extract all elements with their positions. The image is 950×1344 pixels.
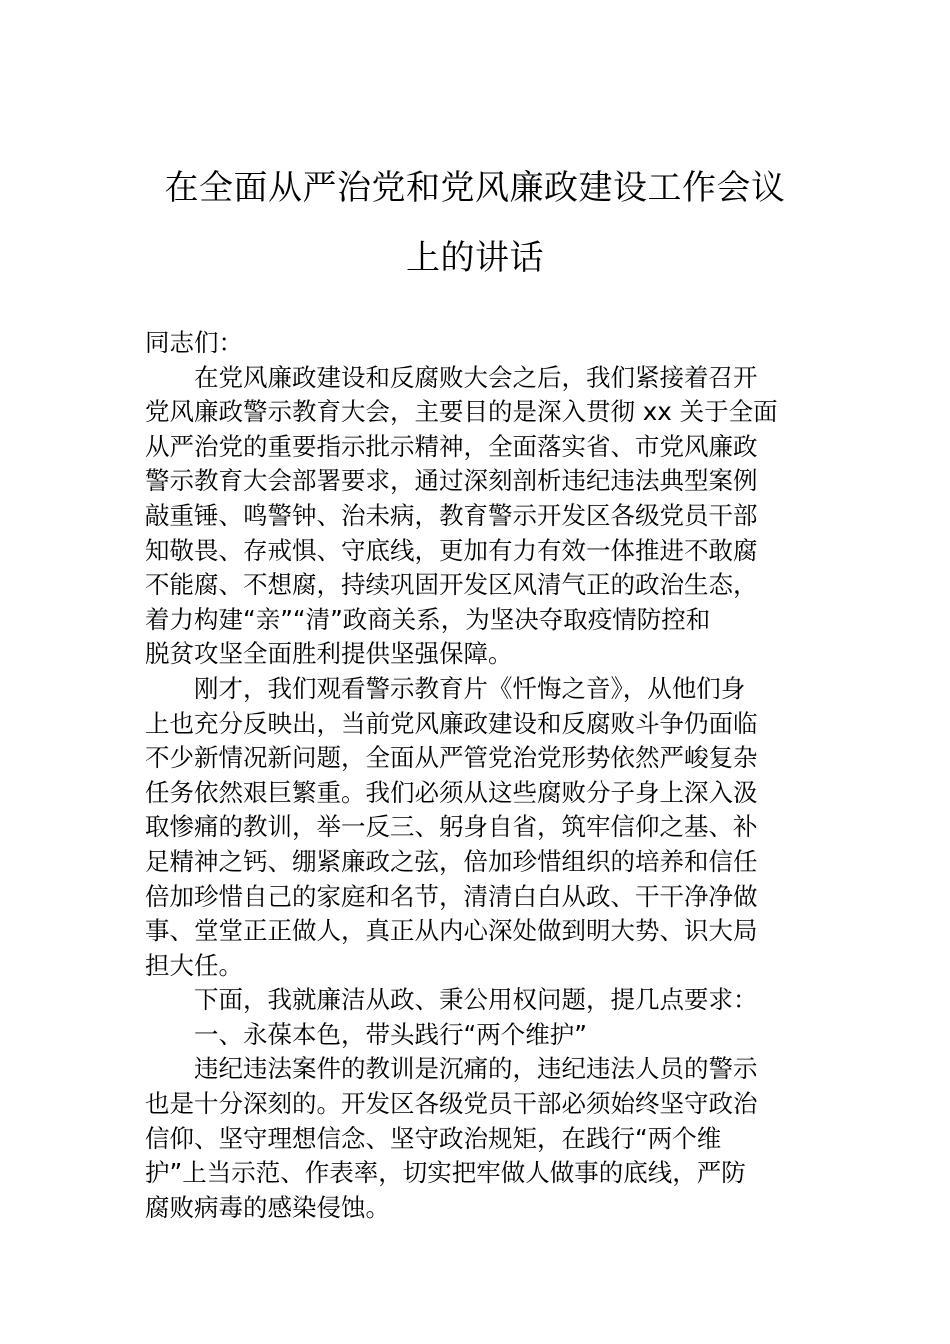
body-text-line: 从严治党的重要指示批示精神，全面落实省、市党风廉政 — [145, 431, 758, 461]
body-text-line: 着力构建“亲”“清”政商关系，为坚决夺取疫情防控和 — [145, 604, 711, 634]
body-text-line: 担大任。 — [145, 950, 243, 980]
body-text-line: 足精神之钙、绷紧廉政之弦，倍加珍惜组织的培养和信任 — [145, 846, 758, 876]
body-text-line: 违纪违法案件的教训是沉痛的，违纪违法人员的警示 — [194, 1054, 758, 1084]
body-text-line: 警示教育大会部署要求，通过深刻剖析违纪违法典型案例 — [145, 466, 758, 496]
body-text-line: 事、堂堂正正做人，真正从内心深处做到明大势、识大局 — [145, 916, 758, 946]
body-text-line: 在党风廉政建设和反腐败大会之后，我们紧接着召开 — [194, 362, 758, 392]
body-text-line: 脱贫攻坚全面胜利提供坚强保障。 — [145, 639, 513, 669]
body-text-line: 下面，我就廉洁从政、秉公用权问题，提几点要求： — [194, 985, 758, 1015]
body-text-line: 任务依然艰巨繁重。我们必须从这些腐败分子身上深入汲 — [145, 777, 758, 807]
body-text-line: 一、永葆本色，带头践行“两个维护” — [194, 1019, 587, 1049]
body-text-line: 党风廉政警示教育大会，主要目的是深入贯彻 xx 关于全面 — [145, 397, 778, 427]
body-text-line: 取惨痛的教训，举一反三、躬身自省，筑牢信仰之基、补 — [145, 812, 758, 842]
body-text-line: 刚才，我们观看警示教育片《忏悔之音》，从他们身 — [194, 673, 746, 703]
document-title-line-1: 在全面从严治党和党风廉政建设工作会议 — [164, 168, 786, 208]
document-title-line-2: 上的讲话 — [406, 238, 544, 278]
body-text-line: 上也充分反映出，当前党风廉政建设和反腐败斗争仍面临 — [145, 708, 758, 738]
document-body — [145, 326, 810, 1225]
body-text-line: 敲重锤、鸣警钟、治未病，教育警示开发区各级党员干部 — [145, 500, 758, 530]
body-text-line: 信仰、坚守理想信念、坚守政治规矩，在践行“两个维 — [145, 1123, 722, 1153]
body-text-line: 不能腐、不想腐，持续巩固开发区风清气正的政治生态， — [145, 570, 758, 600]
body-text-line: 倍加珍惜自己的家庭和名节，清清白白从政、干干净净做 — [145, 881, 758, 911]
body-text-line: 不少新情况新问题，全面从严管党治党形势依然严峻复杂 — [145, 743, 758, 773]
body-text-line: 腐败病毒的感染侵蚀。 — [145, 1192, 390, 1222]
body-text-line: 护”上当示范、作表率，切实把牢做人做事的底线，严防 — [145, 1158, 746, 1188]
body-text-line: 同志们： — [145, 328, 243, 357]
body-text-line: 知敬畏、存戒惧、守底线，更加有力有效一体推进不敢腐 — [145, 535, 758, 565]
body-text-line: 也是十分深刻的。开发区各级党员干部必须始终坚守政治 — [145, 1089, 758, 1119]
